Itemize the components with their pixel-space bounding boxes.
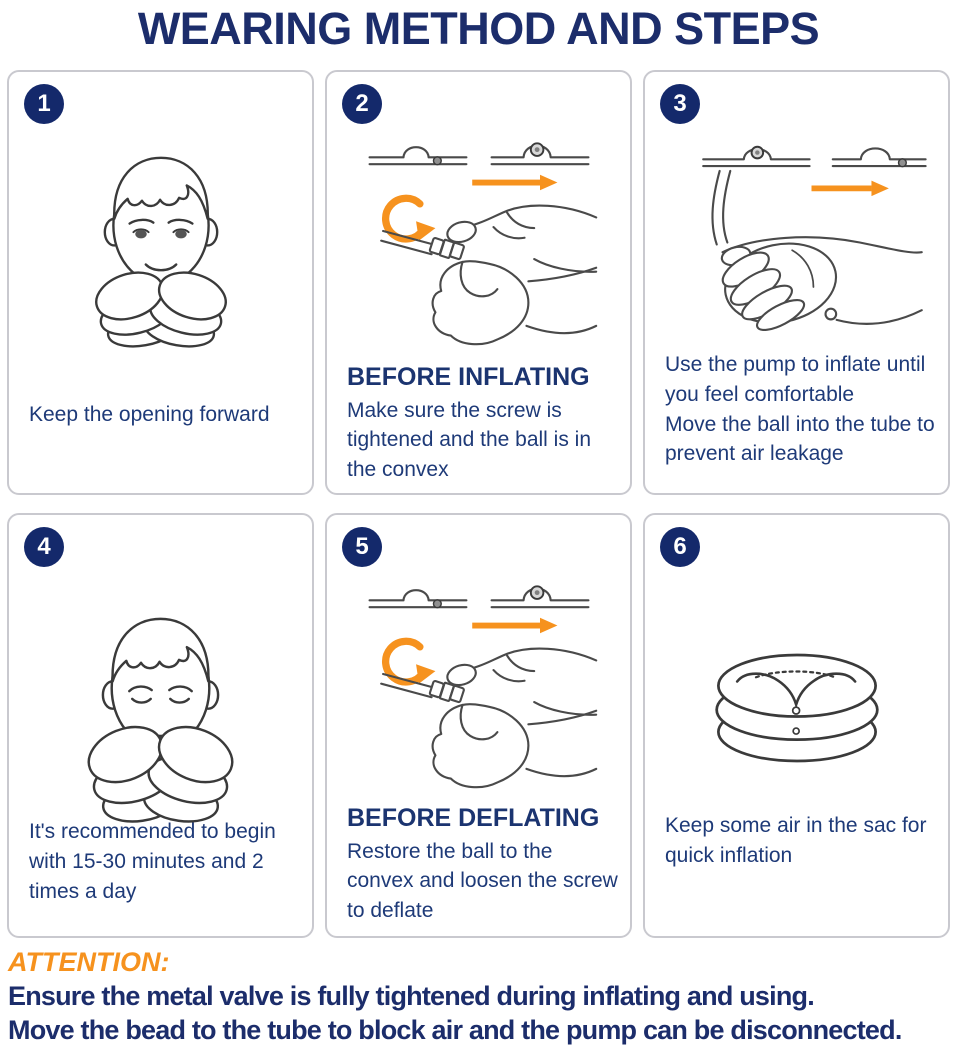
step-heading: BEFORE INFLATING	[347, 363, 590, 391]
head-inflated-collar-illustration	[9, 593, 312, 838]
deflated-collar-icon	[703, 643, 891, 773]
head-collar-forward-icon	[61, 130, 261, 360]
step-card-4	[7, 513, 314, 938]
step-card-2	[325, 70, 632, 495]
step-number-badge: 2	[342, 84, 382, 124]
step-caption-text: Use the pump to inflate until you feel comfortable	[665, 353, 926, 406]
step-card-1	[7, 70, 314, 495]
tighten-valve-illustration	[327, 138, 630, 353]
step-caption-text: Make sure the screw is tightened and the ball is in the convex	[347, 398, 592, 482]
step-heading: BEFORE DEFLATING	[347, 804, 600, 832]
attention-label: ATTENTION:	[8, 947, 170, 977]
attention-line-1: Ensure the metal valve is fully tightened during inflating and using.	[8, 980, 814, 1011]
step-card-6	[643, 513, 950, 938]
step-number-badge: 3	[660, 84, 700, 124]
head-collar-forward-illustration	[9, 130, 312, 360]
step-caption	[347, 801, 618, 926]
step-card-3	[643, 70, 950, 495]
step-caption	[665, 350, 936, 469]
attention-section	[8, 948, 949, 1046]
step-caption	[665, 811, 936, 871]
step-caption-text: Restore the ball to the convex and loosen the screw to deflate	[347, 839, 618, 923]
head-inflated-collar-icon	[58, 593, 263, 838]
step-number-badge: 6	[660, 527, 700, 567]
pump-squeeze-icon	[666, 140, 928, 345]
step-number-badge: 4	[24, 527, 64, 567]
pump-squeeze-illustration	[645, 140, 948, 345]
loosen-valve-icon	[348, 581, 610, 796]
attention-line-2: Move the bead to the tube to block air and the pump can be disconnected.	[8, 1015, 902, 1046]
page-title: WEARING METHOD AND STEPS	[137, 3, 820, 54]
step-caption-text: Keep some air in the sac for quick inflation	[665, 814, 927, 867]
step-number-badge: 1	[24, 84, 64, 124]
step-caption	[29, 400, 300, 430]
steps-grid	[7, 70, 950, 938]
tighten-valve-icon	[348, 138, 610, 353]
step-number-badge: 5	[342, 527, 382, 567]
deflated-collar-illustration	[645, 643, 948, 773]
step-caption-text: Keep the opening forward	[29, 403, 270, 426]
step-caption	[347, 360, 618, 485]
loosen-valve-illustration	[327, 581, 630, 796]
step-caption-text: Move the ball into the tube to prevent air leakage	[665, 412, 935, 466]
step-caption	[29, 817, 300, 906]
step-caption-text: It's recommended to begin with 15-30 minutes and 2 times a day	[29, 820, 276, 903]
step-card-5	[325, 513, 632, 938]
